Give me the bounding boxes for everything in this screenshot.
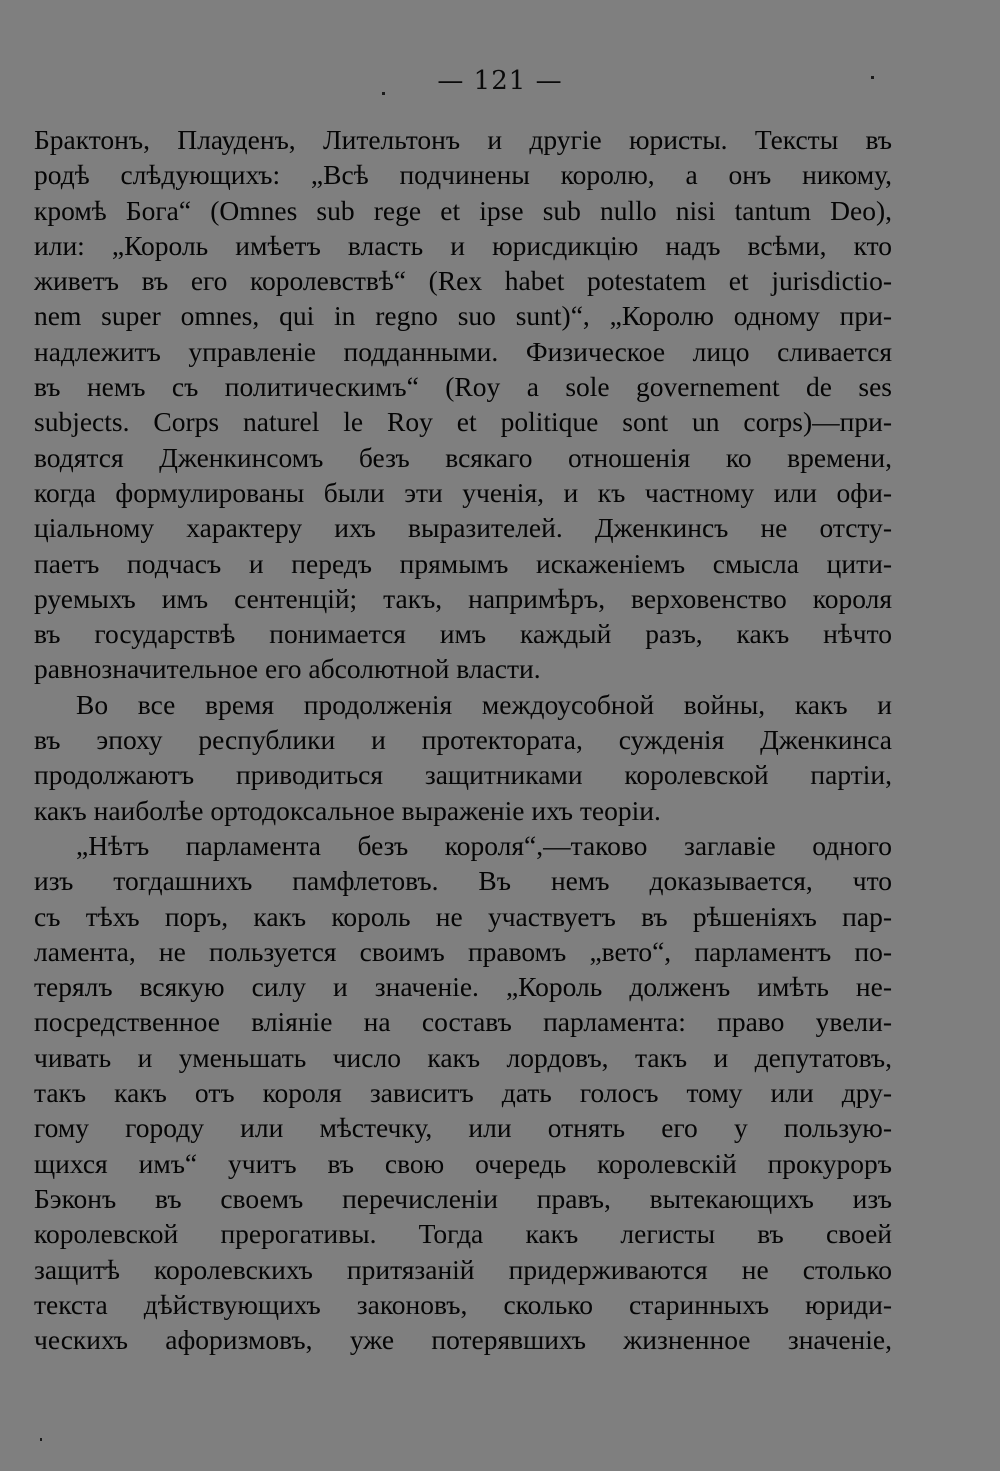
text-line: subjects. Corps naturel le Roy et politique sont un corps)—при-: [34, 406, 892, 438]
text-line: кромѣ Бога“ (Omnes sub rege et ipse sub nullo nisi tantum Deo),: [34, 194, 892, 226]
text-line: въ эпоху республики и протектората, сужденія Дженкинса: [34, 724, 892, 756]
text-line: какъ наиболѣе ортодоксальное выраженіе ихъ теоріи.: [34, 794, 661, 826]
text-line: Бэконъ въ своемъ перечисленіи правъ, вытекающихъ изъ: [34, 1182, 892, 1214]
scan-speck: [382, 92, 385, 95]
text-line: посредственное вліяніе на составъ парламента: право увели-: [34, 1006, 892, 1038]
text-line: щихся имъ“ учитъ въ свою очередь королевскій прокуроръ: [34, 1147, 892, 1179]
text-line: чивать и уменьшать число какъ лордовъ, такъ и депутатовъ,: [34, 1041, 892, 1073]
text-line: равнозначительное его абсолютной власти.: [34, 653, 541, 685]
text-line: въ государствѣ понимается имъ каждый разъ, какъ нѣчто: [34, 618, 892, 650]
body-text: [34, 122, 892, 1357]
text-line: съ тѣхъ поръ, какъ король не участвуетъ въ рѣшеніяхъ пар-: [34, 900, 892, 932]
page-number: — 121 —: [437, 66, 563, 96]
text-line: Во все время продолженія междоусобной войны, какъ и: [76, 688, 892, 720]
text-line: руемыхъ имъ сентенцій; такъ, напримѣръ, верховенство короля: [34, 582, 892, 614]
text-line: живетъ въ его королевствѣ“ (Rex habet potestatem et jurisdictio-: [34, 265, 892, 297]
text-line: nem super omnes, qui in regno suo sunt)“, „Королю одному при-: [34, 300, 892, 332]
text-line: родѣ слѣдующихъ: „Всѣ подчинены королю, а онъ никому,: [34, 159, 892, 191]
text-line: или: „Король имѣетъ власть и юрисдикцію надъ всѣми, кто: [34, 229, 892, 261]
text-line: ціальному характеру ихъ выразителей. Дженкинсъ не отсту-: [34, 512, 892, 544]
text-line: надлежитъ управленіе подданными. Физическое лицо сливается: [34, 335, 892, 367]
text-line: изъ тогдашнихъ памфлетовъ. Въ немъ доказывается, что: [34, 865, 892, 897]
text-line: ческихъ афоризмовъ, уже потерявшихъ жизненное значеніе,: [34, 1324, 892, 1356]
text-line: водятся Дженкинсомъ безъ всякаго отношенія ко времени,: [34, 441, 892, 473]
scan-speck: [40, 1438, 42, 1441]
text-line: „Нѣтъ парламента безъ короля“,—таково заглавіе одного: [76, 829, 892, 861]
scan-speck: [871, 76, 874, 79]
text-line: такъ какъ отъ короля зависитъ дать голосъ тому или дру-: [34, 1077, 892, 1109]
text-line: королевской прерогативы. Тогда какъ легисты въ своей: [34, 1218, 892, 1250]
text-line: гому городу или мѣстечку, или отнять его у пользую-: [34, 1112, 892, 1144]
text-line: продолжаютъ приводиться защитниками королевской партіи,: [34, 759, 892, 791]
text-line: паетъ подчасъ и передъ прямымъ искаженіемъ смысла цити-: [34, 547, 892, 579]
text-line: когда формулированы были эти ученія, и къ частному или офи-: [34, 476, 892, 508]
text-line: текста дѣйствующихъ законовъ, сколько старинныхъ юриди-: [34, 1288, 892, 1320]
text-line: защитѣ королевскихъ притязаній придерживаются не столько: [34, 1253, 892, 1285]
text-line: въ немъ съ политическимъ“ (Roy a sole governement de ses: [34, 371, 892, 403]
text-line: терялъ всякую силу и значеніе. „Король долженъ имѣть не-: [34, 971, 892, 1003]
text-line: ламента, не пользуется своимъ правомъ „вето“, парламентъ по-: [34, 935, 892, 967]
text-line: Брактонъ, Плауденъ, Лительтонъ и другіе юристы. Тексты въ: [34, 124, 892, 155]
